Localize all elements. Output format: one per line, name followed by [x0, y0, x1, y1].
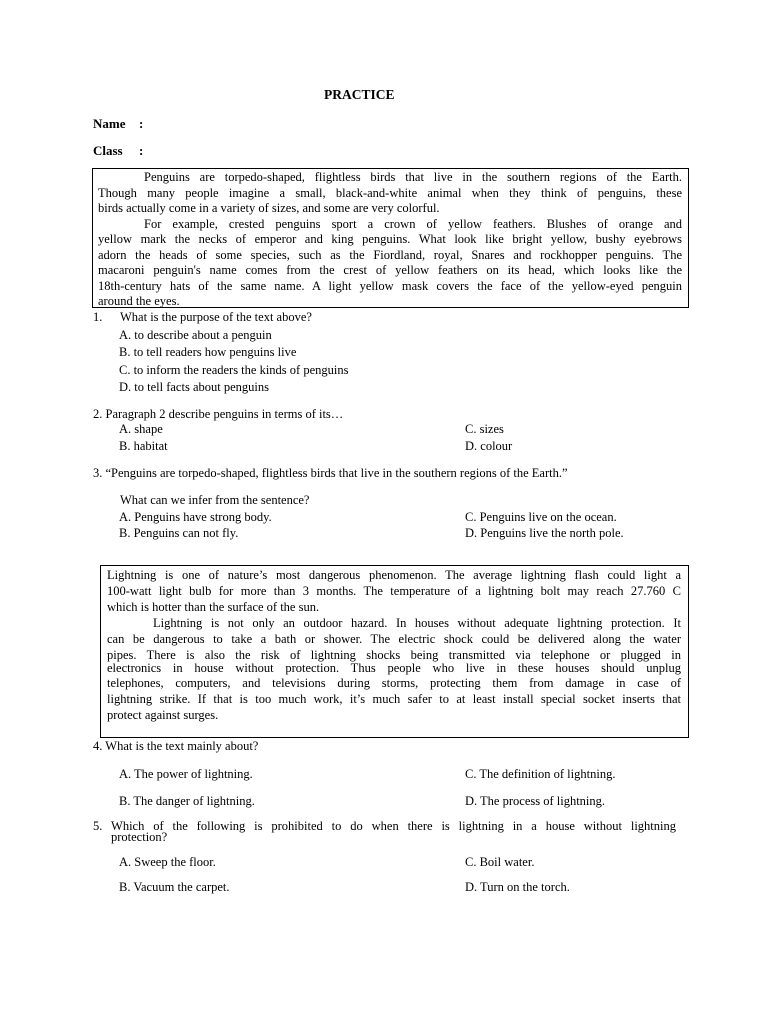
question-3-option: B. Penguins can not fly. [119, 526, 239, 540]
passage-1-line: For example, crested penguins sport a crown of yellow feathers. Blushes of orange and [144, 216, 682, 231]
question-4-option: B. The danger of lightning. [119, 794, 255, 808]
name-label: Name [93, 116, 126, 131]
question-5-text-continued: protection? [111, 830, 168, 844]
passage-1-line: birds actually come in a variety of sizes, and some are very colorful. [98, 201, 440, 215]
question-1-option: C. to inform the readers the kinds of penguins [119, 363, 349, 377]
passage-1-line: Penguins are torpedo-shaped, flightless birds that live in the southern regions of the Earth. [144, 170, 682, 184]
question-5-option: A. Sweep the floor. [119, 855, 216, 869]
passage-2-line: can be dangerous to take a bath or shower. The electric shock could be delivered along the water [107, 632, 681, 646]
passage-1-line: yellow mark the necks of emperor and king penguins. What look like bright yellow, bushy eyebrows [98, 232, 682, 246]
passage-2-line: pipes. There is also the risk of lightning shocks being transmitted via telephone or plugged in [107, 648, 681, 662]
question-3-option: C. Penguins live on the ocean. [465, 510, 617, 524]
passage-2-line: telephones, computers, and televisions during storms, protecting them from damage in case of [107, 676, 681, 690]
question-1-option: D. to tell facts about penguins [119, 380, 269, 394]
question-3-option: D. Penguins live the north pole. [465, 526, 624, 540]
class-label: Class [93, 143, 123, 158]
question-1-number: 1. [93, 310, 103, 324]
passage-1-line: Though many people imagine a small, black-and-white animal when they think of penguins, these [98, 185, 682, 200]
passage-2-line: electronics in house without protection. Thus people who live in these houses should unplug [107, 661, 681, 675]
passage-2-line: 100-watt light bulb for more than 3 months. The temperature of a lightning bolt may reach 27.760 C [107, 584, 681, 598]
question-5-option: B. Vacuum the carpet. [119, 880, 230, 894]
question-1-text: What is the purpose of the text above? [120, 310, 312, 324]
passage-2-line: Lightning is not only an outdoor hazard. In houses without adequate lightning protection. It [153, 616, 681, 630]
passage-1-line: around the eyes. [98, 294, 180, 308]
page-title: PRACTICE [324, 87, 395, 102]
question-5-text: 5. Which of the following is prohibited to do when there is lightning in a house without lightning [93, 819, 676, 833]
question-2-option: C. sizes [465, 422, 504, 436]
question-3-subtext: What can we infer from the sentence? [120, 493, 310, 507]
class-colon: : [139, 143, 144, 158]
passage-1-line: macaroni penguin's name comes from the crest of yellow feathers on its head, which looks like the [98, 263, 682, 277]
question-1-option: A. to describe about a penguin [119, 328, 272, 342]
passage-2-line: lightning strike. If that is too much work, it’s much safer to at least install special socket inserts that [107, 692, 681, 706]
passage-2-line: protect against surges. [107, 708, 219, 722]
question-3-text: 3. “Penguins are torpedo-shaped, flightless birds that live in the southern regions of the Earth.” [93, 466, 568, 480]
question-2-option: A. shape [119, 422, 163, 436]
passage-2-line: Lightning is one of nature’s most dangerous phenomenon. The average lightning flash could light a [107, 568, 681, 582]
question-5-option: C. Boil water. [465, 855, 535, 869]
question-4-text: 4. What is the text mainly about? [93, 739, 259, 753]
passage-1-line: 18th-century hats of the same name. A light yellow mask covers the face of the yellow-eyed penguin [98, 278, 682, 293]
question-2-text: 2. Paragraph 2 describe penguins in terms of its… [93, 407, 344, 421]
passage-1-line: adorn the heads of some species, such as the Fiordland, royal, Snares and rockhopper penguins. The [98, 247, 682, 262]
question-2-option: B. habitat [119, 439, 168, 453]
question-3-option: A. Penguins have strong body. [119, 510, 272, 524]
question-4-option: D. The process of lightning. [465, 794, 606, 808]
question-2-option: D. colour [465, 439, 513, 453]
question-1-option: B. to tell readers how penguins live [119, 345, 297, 359]
name-colon: : [139, 116, 144, 131]
question-4-option: A. The power of lightning. [119, 767, 253, 781]
question-5-option: D. Turn on the torch. [465, 880, 570, 894]
question-4-option: C. The definition of lightning. [465, 767, 616, 781]
passage-2-line: which is hotter than the surface of the sun. [107, 600, 320, 614]
